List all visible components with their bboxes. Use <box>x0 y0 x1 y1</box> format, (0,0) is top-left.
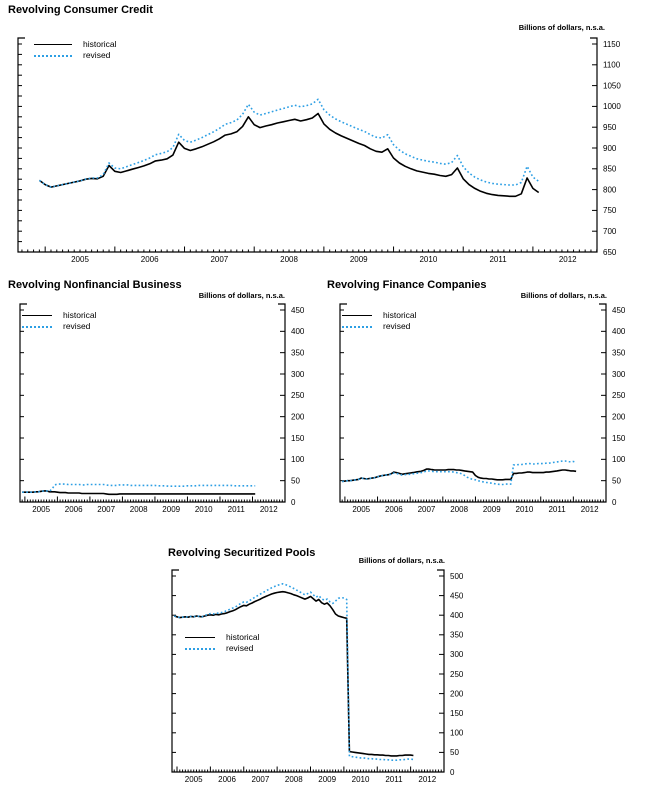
x-tick-label: 2011 <box>385 775 403 784</box>
x-tick-label: 2005 <box>352 505 371 514</box>
y-tick-label: 750 <box>603 206 617 216</box>
y-tick-label: 900 <box>603 143 617 153</box>
legend-label-historical: historical <box>226 632 260 642</box>
legend-label-historical: historical <box>83 39 117 49</box>
y-tick-label: 300 <box>612 369 626 379</box>
y-tick-label: 250 <box>450 669 464 679</box>
chart-title: Revolving Securitized Pools <box>168 547 316 559</box>
x-tick-label: 2006 <box>218 775 236 784</box>
chart-title: Revolving Nonfinancial Business <box>8 279 182 291</box>
x-tick-label: 2010 <box>194 505 213 514</box>
legend-label-revised: revised <box>383 321 411 331</box>
chart-revolving-consumer-credit <box>0 0 650 272</box>
y-tick-label: 350 <box>612 348 626 358</box>
y-tick-label: 150 <box>612 433 626 443</box>
axis-frame <box>20 304 285 502</box>
legend-line-revised-icon <box>185 648 215 650</box>
plot-revolving-securitized-pools <box>130 544 520 812</box>
legend <box>34 39 117 61</box>
x-tick-label: 2006 <box>384 505 403 514</box>
legend-label-revised: revised <box>63 321 91 331</box>
y-ticks <box>18 44 597 252</box>
y-tick-label: 1100 <box>603 60 621 70</box>
chart-revolving-nonfinancial-business <box>0 276 325 528</box>
historical-line <box>174 592 413 756</box>
y-tick-label: 1050 <box>603 81 621 91</box>
x-tick-label: 2005 <box>71 255 89 264</box>
axis-frame <box>18 38 597 252</box>
y-tick-label: 300 <box>450 650 464 660</box>
legend-line-historical-icon <box>34 44 72 45</box>
y-tick-label: 0 <box>612 497 617 507</box>
legend-line-historical-icon <box>342 315 372 316</box>
y-tick-label: 300 <box>291 369 305 379</box>
y-tick-label: 50 <box>291 476 300 486</box>
legend-line-revised-icon <box>34 55 72 57</box>
y-ticks <box>172 576 444 772</box>
y-tick-label: 400 <box>450 611 464 620</box>
legend-line-revised-icon <box>342 326 372 328</box>
legend-line-historical-icon <box>185 637 215 638</box>
x-tick-label: 2011 <box>548 505 566 514</box>
y-tick-label: 0 <box>291 497 296 507</box>
y-tick-label: 100 <box>612 455 626 465</box>
x-tick-label: 2009 <box>482 505 501 514</box>
x-tick-label: 2008 <box>129 505 148 514</box>
y-tick-label: 50 <box>450 748 459 758</box>
x-tick-label: 2012 <box>418 775 437 784</box>
revised-line <box>22 484 255 492</box>
unit-label: Billions of dollars, n.s.a. <box>198 291 285 300</box>
revised-line <box>174 584 413 760</box>
y-tick-label: 250 <box>291 391 305 401</box>
y-tick-label: 50 <box>612 476 621 486</box>
y-tick-label: 450 <box>450 591 464 601</box>
legend-label-historical: historical <box>63 310 97 320</box>
x-tick-label: 2005 <box>32 505 51 514</box>
x-tick-label: 2005 <box>184 775 203 784</box>
historical-line <box>22 491 255 494</box>
x-tick-label: 2006 <box>64 505 83 514</box>
legend <box>22 310 97 332</box>
chart-title: Revolving Consumer Credit <box>8 4 153 16</box>
unit-label: Billions of dollars, n.s.a. <box>358 556 445 565</box>
y-tick-label: 200 <box>291 412 305 422</box>
y-tick-label: 0 <box>450 767 455 777</box>
x-tick-label: 2008 <box>280 255 298 264</box>
x-tick-label: 2012 <box>558 255 577 264</box>
y-tick-label: 350 <box>291 348 305 358</box>
legend-row-revised <box>34 50 117 61</box>
unit-label: Billions of dollars, n.s.a. <box>520 291 607 300</box>
legend-label-revised: revised <box>83 50 111 60</box>
legend-row-revised <box>185 643 260 654</box>
axis-frame <box>172 570 444 772</box>
legend-row-revised <box>342 321 417 332</box>
chart-revolving-securitized-pools <box>130 544 520 812</box>
x-ticks <box>22 497 285 503</box>
legend-line-revised-icon <box>22 326 52 328</box>
legend-row-historical <box>342 310 417 321</box>
y-tick-label: 200 <box>612 412 626 422</box>
x-tick-label: 2009 <box>349 255 368 264</box>
y-tick-label: 850 <box>603 164 617 174</box>
y-tick-label: 350 <box>450 630 464 640</box>
x-tick-label: 2006 <box>140 255 159 264</box>
x-tick-label: 2008 <box>450 505 469 514</box>
x-tick-label: 2012 <box>259 505 278 514</box>
revised-line <box>39 99 538 187</box>
y-tick-label: 1150 <box>603 39 621 49</box>
chart-revolving-finance-companies <box>325 276 650 528</box>
y-tick-label: 150 <box>291 433 305 443</box>
x-tick-label: 2007 <box>97 505 116 514</box>
x-tick-label: 2008 <box>284 775 303 784</box>
legend-line-historical-icon <box>22 315 52 316</box>
y-tick-label: 400 <box>612 327 626 337</box>
y-tick-label: 150 <box>450 709 464 718</box>
legend <box>185 632 260 654</box>
historical-line <box>342 469 576 481</box>
x-tick-label: 2011 <box>227 505 245 514</box>
x-ticks <box>22 247 597 253</box>
legend-label-historical: historical <box>383 310 417 320</box>
legend-row-historical <box>185 632 260 643</box>
y-tick-label: 1000 <box>603 102 621 112</box>
legend-row-historical <box>34 39 117 50</box>
x-tick-label: 2011 <box>489 255 507 264</box>
x-tick-label: 2007 <box>417 505 436 514</box>
y-ticks <box>20 310 285 502</box>
historical-line <box>39 114 538 197</box>
legend-row-revised <box>22 321 97 332</box>
legend-label-revised: revised <box>226 643 254 653</box>
x-tick-label: 2012 <box>580 505 599 514</box>
legend <box>342 310 417 332</box>
chart-title: Revolving Finance Companies <box>327 279 487 291</box>
x-tick-label: 2010 <box>351 775 370 784</box>
y-tick-label: 950 <box>603 123 617 132</box>
y-tick-label: 800 <box>603 185 617 195</box>
y-tick-label: 100 <box>291 455 305 465</box>
legend-row-historical <box>22 310 97 321</box>
x-ticks <box>174 767 444 773</box>
x-tick-label: 2009 <box>318 775 337 784</box>
x-tick-label: 2010 <box>419 255 438 264</box>
y-tick-label: 450 <box>612 305 626 315</box>
x-tick-label: 2007 <box>251 775 270 784</box>
y-tick-label: 450 <box>291 305 305 315</box>
y-tick-label: 250 <box>612 391 626 401</box>
unit-label: Billions of dollars, n.s.a. <box>518 23 605 32</box>
y-tick-label: 400 <box>291 327 305 337</box>
y-tick-label: 650 <box>603 247 617 257</box>
x-tick-label: 2009 <box>162 505 181 514</box>
y-tick-label: 500 <box>450 571 464 581</box>
x-tick-label: 2007 <box>210 255 229 264</box>
y-tick-label: 100 <box>450 728 464 738</box>
y-tick-label: 200 <box>450 689 464 699</box>
x-ticks <box>342 497 606 503</box>
y-tick-label: 700 <box>603 227 617 236</box>
x-tick-label: 2010 <box>515 505 534 514</box>
